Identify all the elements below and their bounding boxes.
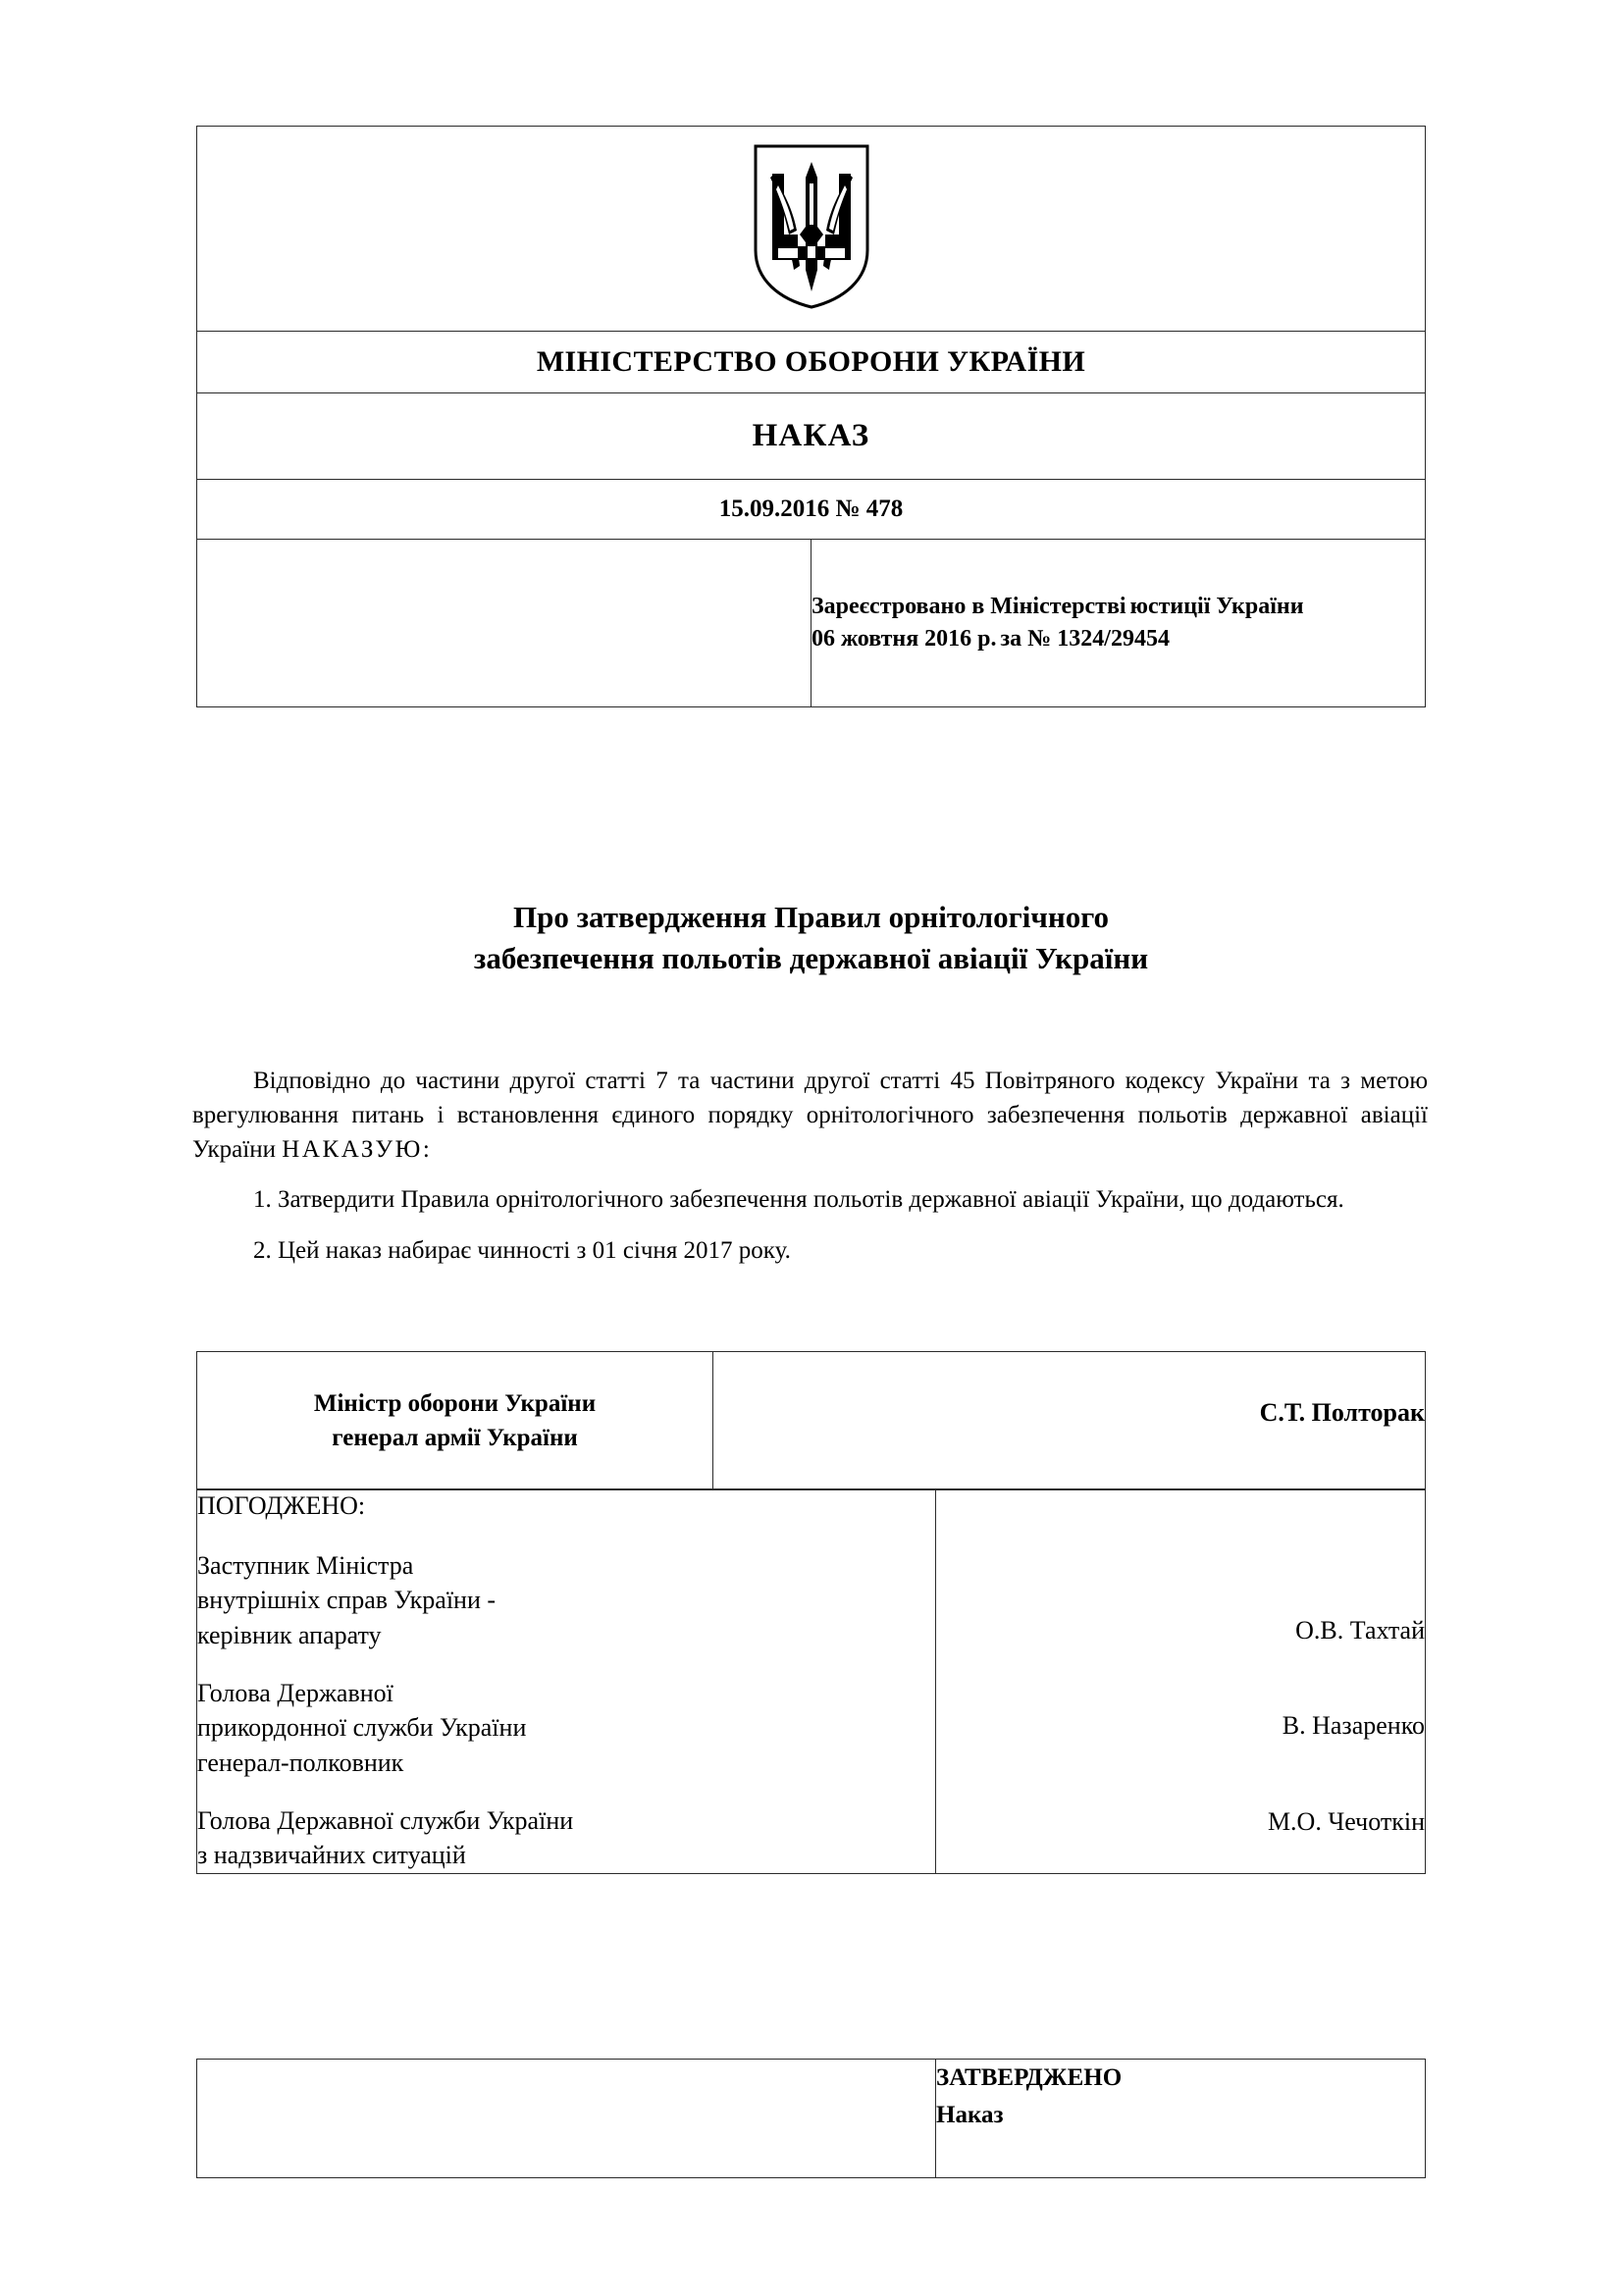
registration-stamp-cell: [812, 540, 1426, 707]
minister-name-cell: [713, 1352, 1426, 1490]
minister-post-line-2: генерал армії України: [332, 1425, 578, 1451]
approved-line-2: Наказ: [936, 2101, 1004, 2128]
approved-line-1: ЗАТВЕРДЖЕНО: [936, 2064, 1123, 2091]
emblem-row: [197, 127, 1426, 332]
approval-entry-3: [197, 1803, 935, 1873]
approval-table: [196, 1488, 1426, 1874]
approval-entry-1-line-3: керівник апарату: [197, 1620, 382, 1649]
approval-name-3: М.О. Чечоткін: [1267, 1806, 1425, 1836]
order-type-cell: [197, 393, 1426, 480]
order-type-label: НАКАЗ: [752, 418, 870, 453]
approval-entry-3-line-1: Голова Державної служби України: [197, 1805, 574, 1835]
approval-entry-1-line-2: внутрішніх справ України -: [197, 1586, 497, 1615]
approval-name-2: В. Назаренко: [1282, 1711, 1425, 1741]
approval-entry-2-line-3: генерал-полковник: [197, 1748, 404, 1777]
registration-line-2: юстиції України: [1129, 594, 1304, 620]
minister-post-cell: [197, 1352, 713, 1490]
ministry-name-cell: [197, 332, 1426, 393]
registration-line-3: 06 жовтня 2016 р.: [812, 626, 997, 652]
registration-empty-cell: [197, 540, 812, 707]
approved-stamp-cell: [936, 2060, 1426, 2178]
order-item-1: 1. Затвердити Правила орнітологічного забезпечення польотів державної авіації України, що додаються.: [253, 1186, 1344, 1214]
doc-date-number: 15.09.2016 № 478: [718, 496, 904, 522]
order-type-row: [197, 393, 1426, 480]
doc-number-cell: [197, 480, 1426, 540]
approval-row: [197, 1489, 1426, 1874]
approved-table: [196, 2059, 1426, 2178]
approved-row: [197, 2060, 1426, 2178]
document-body: [192, 1065, 1428, 1285]
approved-empty-cell: [197, 2060, 936, 2178]
document-header-table: [196, 126, 1426, 707]
page-title: [196, 897, 1426, 979]
ukraine-tryzub-coat-of-arms-icon: [754, 144, 869, 309]
approval-name-1: О.В. Тахтай: [1295, 1616, 1425, 1644]
approval-posts-cell: [197, 1489, 936, 1874]
approval-names-cell: [936, 1489, 1426, 1874]
minister-post-line-1: Міністр оборони України: [313, 1389, 597, 1417]
registration-line-1: Зареєстровано в Міністерстві: [812, 594, 1126, 620]
minister-name: С.Т. Полторак: [1259, 1398, 1425, 1427]
signature-row: [197, 1352, 1426, 1490]
approval-heading: ПОГОДЖЕНО:: [197, 1491, 366, 1520]
doc-number-row: [197, 480, 1426, 540]
approval-entry-2: [197, 1676, 935, 1780]
page-title-line-1: Про затвердження Правил орнітологічного: [512, 900, 1110, 934]
ministry-name: МІНІСТЕРСТВО ОБОРОНИ УКРАЇНИ: [536, 345, 1086, 378]
signature-table: [196, 1351, 1426, 1490]
approval-entry-2-line-1: Голова Державної: [197, 1678, 393, 1707]
preamble-paragraph: [192, 1065, 1428, 1167]
emblem-cell: [197, 127, 1426, 332]
registration-line-4: за № 1324/29454: [1000, 626, 1170, 652]
ministry-row: [197, 332, 1426, 393]
page-title-line-2: забезпечення польотів державної авіації України: [473, 941, 1149, 976]
order-item-2: 2. Цей наказ набирає чинності з 01 січня 2017 року.: [253, 1237, 791, 1264]
approval-entry-1: [197, 1548, 935, 1652]
approval-entry-3-line-2: з надзвичайних ситуацій: [197, 1841, 466, 1870]
approval-entry-1-line-1: Заступник Міністра: [197, 1550, 414, 1580]
order-verb: НАКАЗУЮ:: [282, 1135, 433, 1163]
registration-row: [197, 540, 1426, 707]
approval-entry-2-line-2: прикордонної служби України: [197, 1713, 527, 1743]
preamble-text: Відповідно до частини другої статті 7 та частини другої статті 45 Повітряного кодексу України та з метою врегулювання питань і встановлення єдиного порядку орнітологічного забезпечення польотів державної авіації України: [192, 1068, 1428, 1163]
